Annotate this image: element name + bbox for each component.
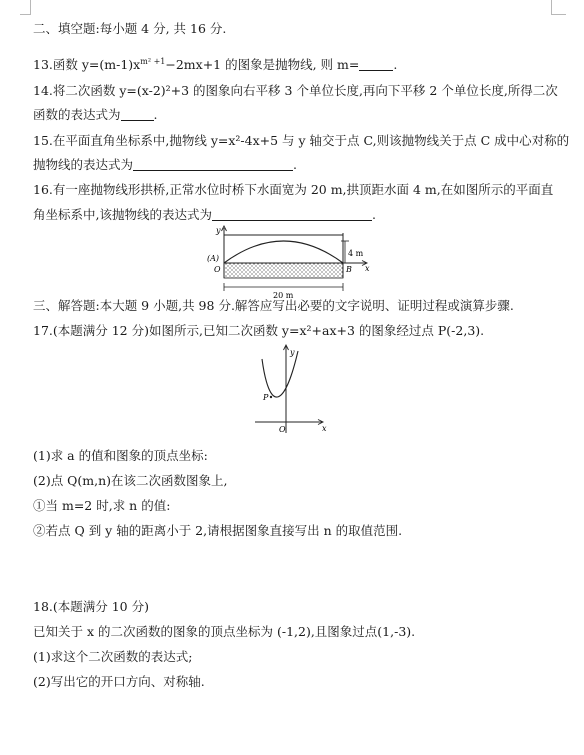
bridge-figure (195, 225, 380, 300)
bridge-label-o: O (214, 265, 221, 274)
q13-end: . (393, 57, 398, 73)
q13-answer-blank (359, 58, 393, 71)
q15-answer-blank (133, 158, 293, 171)
q16-end: . (371, 207, 376, 222)
bridge-height-label: 4 m (348, 249, 364, 258)
parabola-figure (250, 343, 335, 435)
q13-exponent: m² +1 (140, 57, 166, 66)
parabola-curve (262, 351, 298, 397)
question-17-part-2: (2)点 Q(m,n)在该二次函数图象上, (33, 473, 228, 488)
q15-line2-text: 抛物线的表达式为 (33, 157, 134, 172)
question-17-part-1: (1)求 a 的值和图象的顶点坐标: (33, 448, 208, 463)
bridge-label-a: (A) (207, 254, 220, 263)
q13-text-pre: 13.函数 y=(m-1)x (33, 57, 141, 73)
section-3-title: 三、解答题:本大题 9 小题,共 98 分.解答应写出必要的文字说明、证明过程或演算步骤. (33, 298, 514, 313)
question-17-part-2b: ②若点 Q 到 y 轴的距离小于 2,请根据图象直接写出 n 的取值范围. (33, 523, 403, 538)
q14-answer-blank (121, 108, 154, 121)
question-16-line-1: 16.有一座抛物线形拱桥,正常水位时桥下水面宽为 20 m,拱顶距水面 4 m,在如图所示的平面直 (33, 182, 554, 197)
parabola-x-label: x (322, 424, 327, 433)
question-18-part-2: (2)写出它的开口方向、对称轴. (33, 674, 205, 689)
bridge-y-label: y (216, 226, 221, 235)
question-13 (33, 54, 397, 73)
question-18-title: 18.(本题满分 10 分) (33, 599, 149, 614)
question-14-line-2 (33, 107, 158, 123)
bridge-width-label: 20 m (273, 291, 294, 300)
question-15-line-2 (33, 157, 297, 173)
parabola-label-o: O (279, 425, 286, 434)
point-p-marker (270, 396, 272, 398)
question-18-part-1: (1)求这个二次函数的表达式; (33, 649, 193, 664)
question-17-stem: 17.(本题满分 12 分)如图所示,已知二次函数 y=x²+ax+3 的图象经过点 P(-2,3). (33, 323, 485, 338)
q14-line2-text: 函数的表达式为 (33, 107, 121, 122)
q14-end: . (153, 107, 158, 122)
question-18-stem: 已知关于 x 的二次函数的图象的顶点坐标为 (-1,2),且图象过点(1,-3). (33, 624, 416, 639)
question-14-line-1: 14.将二次函数 y=(x-2)²+3 的图象向右平移 3 个单位长度,再向下平移 2 个单位长度,所得二次 (33, 83, 558, 98)
q13-text-post: −2mx+1 的图象是抛物线, 则 m= (165, 57, 360, 73)
parabola-y-label: y (290, 348, 295, 357)
q16-line2-text: 角坐标系中,该抛物线的表达式为 (33, 207, 212, 222)
question-17-part-2a: ①当 m=2 时,求 n 的值: (33, 498, 171, 513)
bridge-arch (224, 241, 343, 263)
section-2-title: 二、填空题:每小题 4 分, 共 16 分. (33, 21, 227, 36)
parabola-label-p: P (263, 393, 269, 402)
question-16-line-2 (33, 207, 376, 223)
q16-answer-blank (212, 208, 372, 221)
corner-mark-top-left (20, 0, 31, 15)
bridge-x-label: x (365, 264, 370, 273)
water-area (224, 263, 343, 278)
question-15-line-1: 15.在平面直角坐标系中,抛物线 y=x²-4x+5 与 y 轴交于点 C,则该抛物线关于点 C 成中心对称的 (33, 133, 570, 148)
bridge-label-b: B (346, 265, 352, 274)
q15-end: . (293, 157, 297, 172)
corner-mark-top-right (551, 0, 566, 15)
